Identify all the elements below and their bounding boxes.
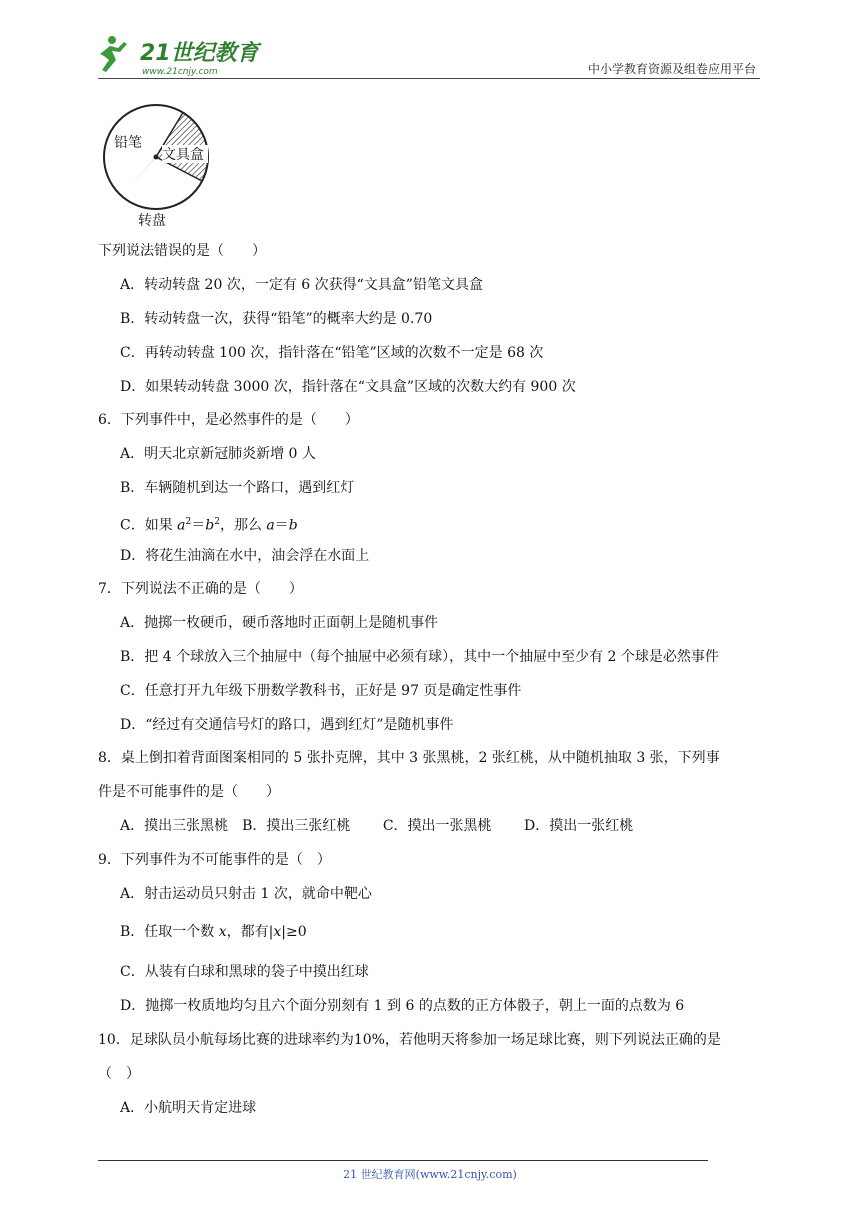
figure-caption: 转盘 [138,213,166,229]
option-line: D．将花生油滴在水中，油会浮在水面上 [120,548,370,564]
question-line: 8．桌上倒扣着背面图案相同的 5 张扑克牌，其中 3 张黑桃，2 张红桃，从中随机抽取 3 张，下列事 [98,750,720,766]
option-line: C．任意打开九年级下册数学教科书，正好是 97 页是确定性事件 [120,683,522,699]
option-line: C．从装有白球和黑球的袋子中摸出红球 [120,964,369,980]
q6-option-c: C．如果 $a^2=b^2$，那么 a＝b [120,517,298,534]
option-line: A．小航明天肯定进球 [120,1100,257,1116]
option-line: D．抛掷一枚质地均匀且六个面分别刻有 1 到 6 的点数的正方体骰子，朝上一面的点数为 6 [120,998,685,1014]
option-line: A．明天北京新冠肺炎新增 0 人 [120,446,316,462]
question-line: 下列说法错误的是（ ） [98,243,266,259]
logo-text: 21世纪教育 [140,41,259,66]
header-divider [98,78,760,79]
site-logo [94,32,264,80]
option-line: A．摸出三张黑桃 B．摸出三张红桃 C．摸出一张黑桃 D．摸出一张红桃 [120,818,634,834]
option-line: B．转动转盘一次，获得“铅笔”的概率大约是 0.70 [120,311,433,327]
logo-url: www.21cnjy.com [142,67,218,77]
option-line: C．再转动转盘 100 次，指针落在“铅笔”区域的次数不一定是 68 次 [120,345,544,361]
question-line: 件是不可能事件的是（ ） [98,784,280,800]
option-line: A．抛掷一枚硬币，硬币落地时正面朝上是随机事件 [120,615,439,631]
footer-divider [98,1160,708,1161]
abs-x: |x| [268,924,286,940]
option-line: D．如果转动转盘 3000 次，指针落在“文具盒”区域的次数大约有 900 次 [120,379,576,395]
header-platform-text: 中小学教育资源及组卷应用平台 [587,62,756,76]
option-line: A．射击运动员只射击 1 次，就命中靶心 [120,886,372,902]
option-line: B．把 4 个球放入三个抽屉中（每个抽屉中必须有球），其中一个抽屉中至少有 2 个球是必然事件 [120,649,719,665]
label-pencil: 铅笔 [114,135,142,151]
option-line: A．转动转盘 20 次，一定有 6 次获得“文具盒”铅笔文具盒 [120,277,483,293]
spinner-figure [100,103,212,229]
option-line: D．“经过有交通信号灯的路口，遇到红灯”是随机事件 [120,717,454,733]
question-line: 10．足球队员小航每场比赛的进球率约为10%，若他明天将参加一场足球比赛，则下列说法正确的是 [98,1032,721,1048]
runner-icon [100,36,127,72]
label-box: 文具盒 [162,147,204,163]
question-line: 9．下列事件为不可能事件的是（ ） [98,852,331,868]
question-line: 6．下列事件中，是必然事件的是（ ） [98,412,359,428]
question-line: 7．下列说法不正确的是（ ） [98,581,303,597]
option-line: B．车辆随机到达一个路口，遇到红灯 [120,480,355,496]
q9-option-b: B．任取一个数 x，都有|x|≥0 [120,924,307,940]
question-line: （ ） [98,1066,140,1082]
footer-site[interactable]: 21 世纪教育网(www.21cnjy.com) [343,1168,517,1181]
